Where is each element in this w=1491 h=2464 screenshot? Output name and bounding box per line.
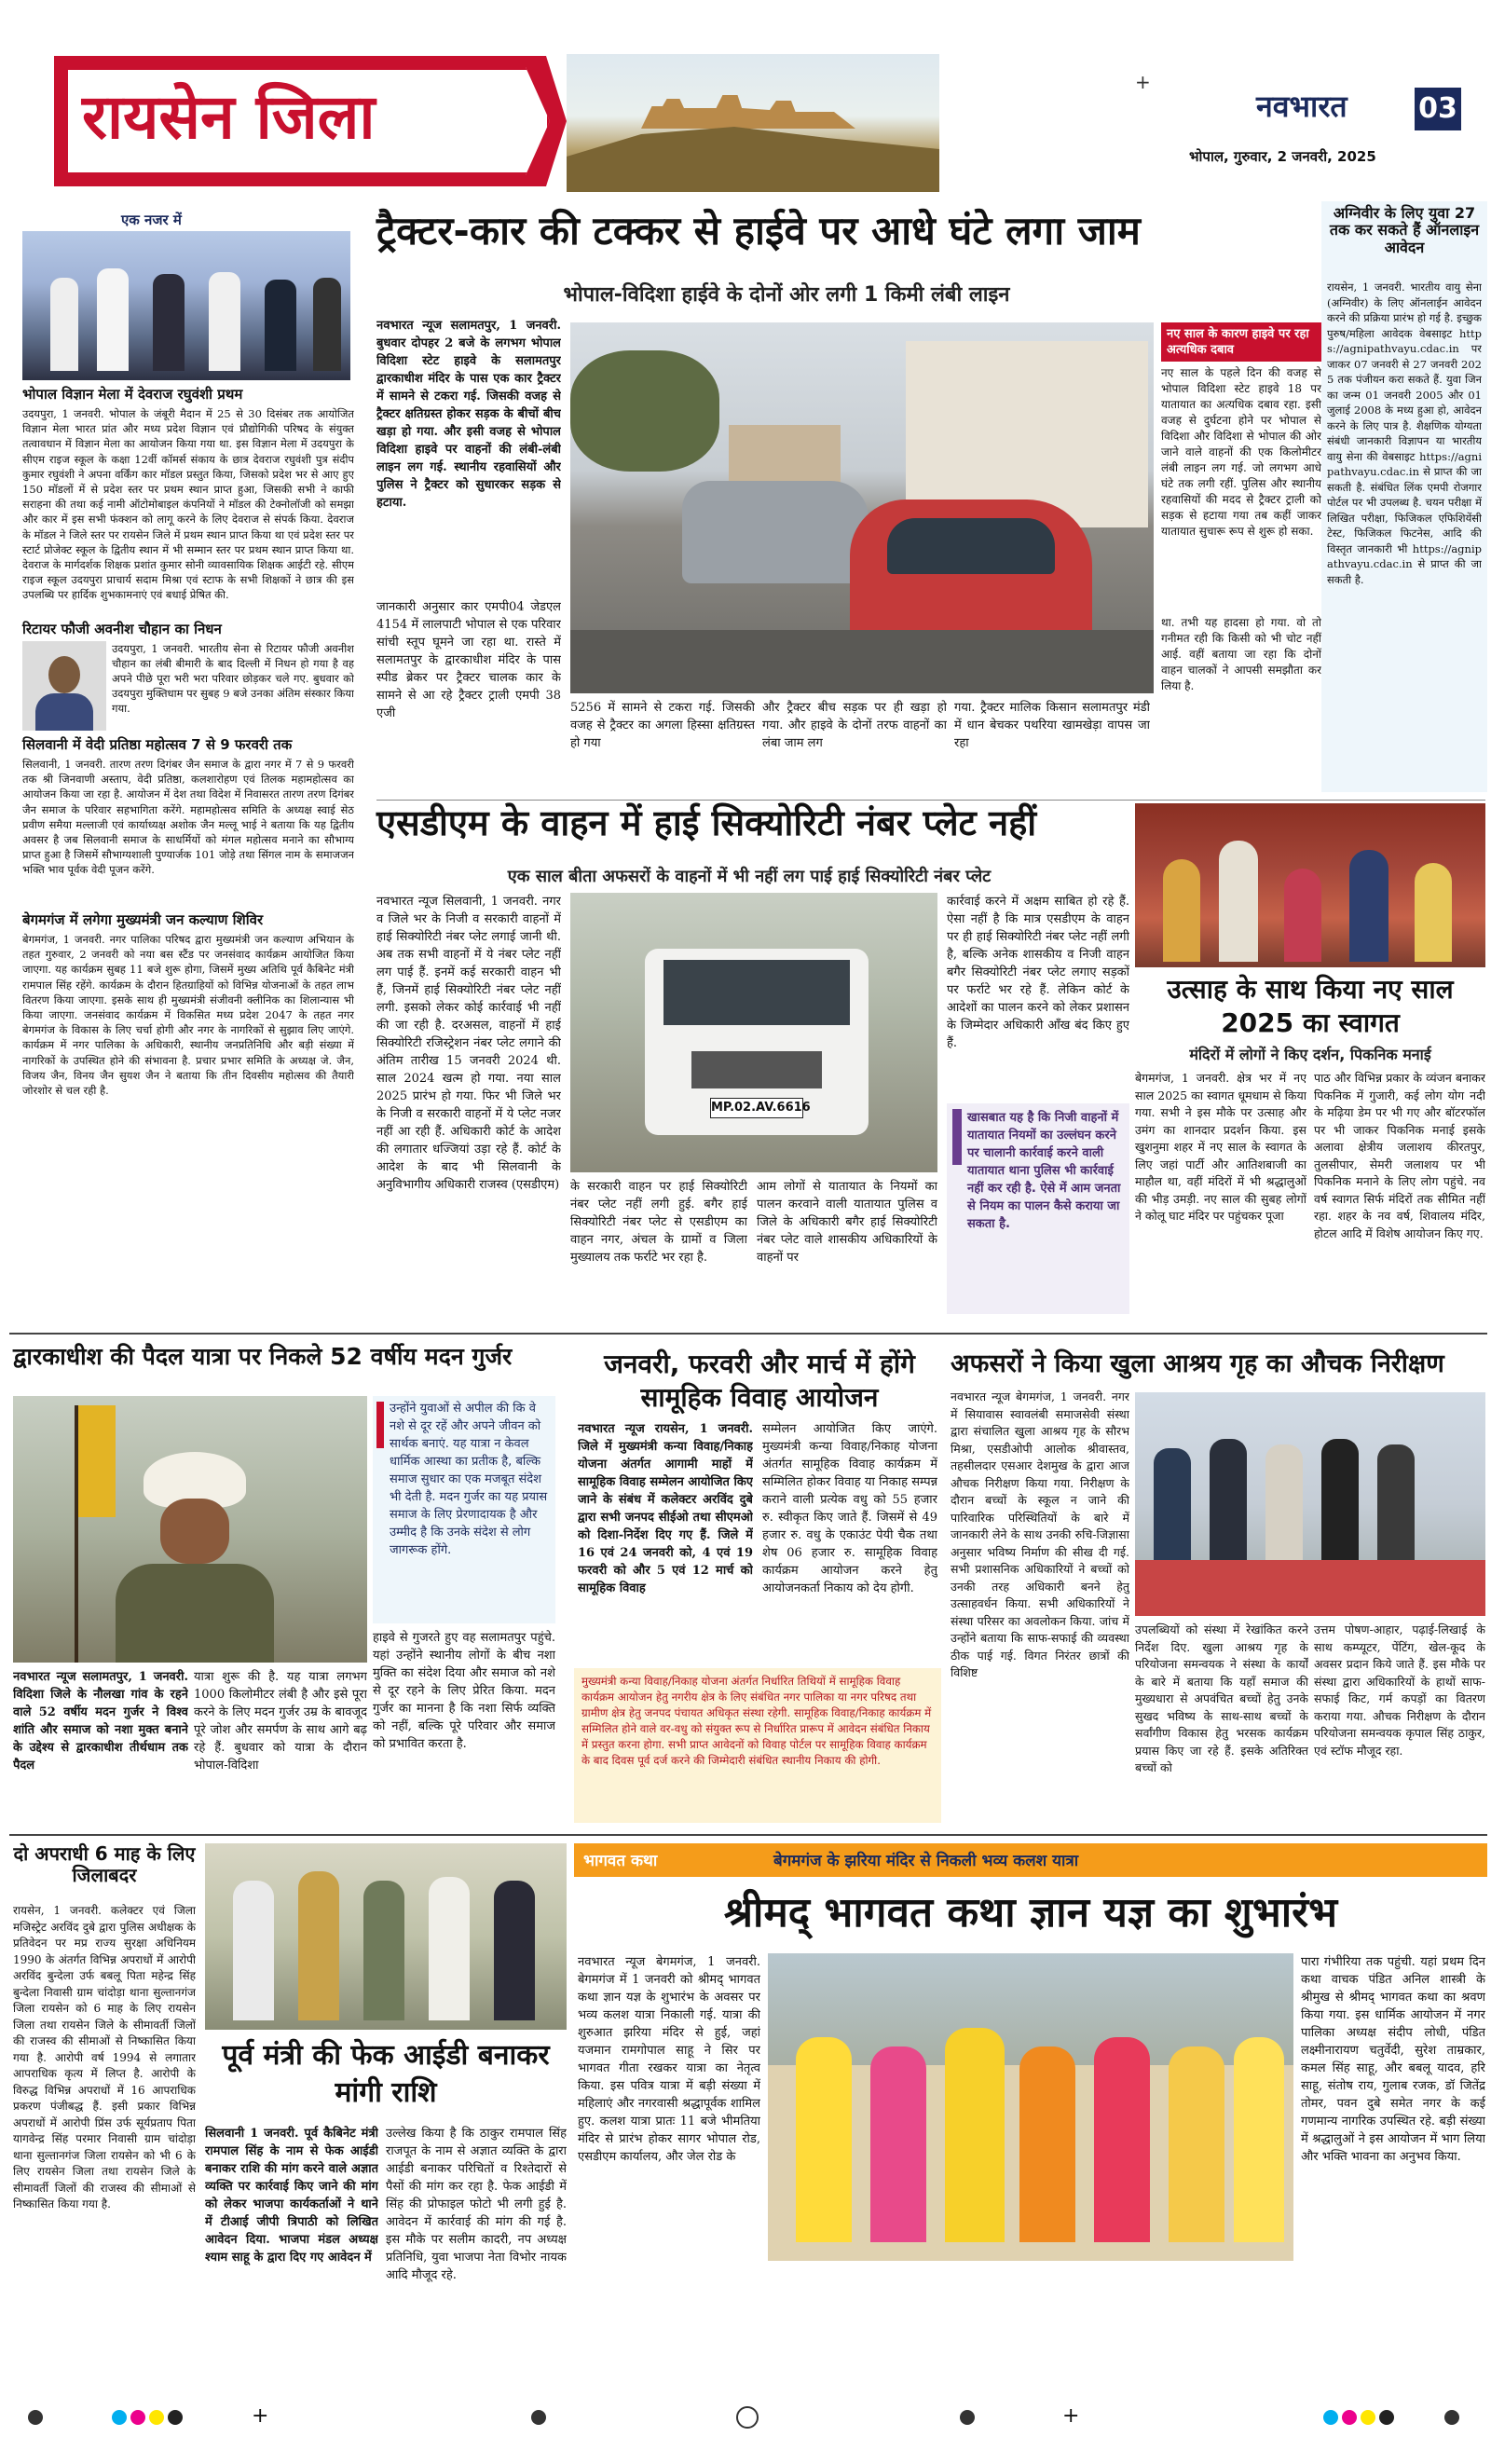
cross-mark-icon: + — [1135, 71, 1151, 93]
dwarka-col1: नवभारत न्यूज सलामतपुर, 1 जनवरी. विदिशा जिले के नौलखा गांव के रहने वाले 52 वर्षीय मदन गुर्जर ने विश्व शांति और समाज को नशा मुक्त बनाने के उद्देश्य से द्वारकाधीश तीर्थधाम तक पैदल — [13, 1670, 188, 1773]
hill — [567, 119, 939, 192]
tractor-subhead: भोपाल-विदिशा हाईवे के दोनों ओर लगी 1 किमी लंबी लाइन — [563, 283, 1010, 307]
bhagwat-ribbon — [574, 1843, 1487, 1877]
road — [570, 630, 1154, 693]
ashray-caption: उपलब्धियों को संस्था में रेखांकित करने निर्देश दिए. खुला आश्रय गृह के परियोजना समन्वयक ने संस्था के कार्यों के बारे में बताया कि यहाँ समाज की मुख्यधारा से अपवंचित बच्चों हेतु उनके सुखद भविष्य के साथ-साथ बच्चों के सर्वांगीण विकास हेतु भरसक कार्यक्रम प्रयास किए जा रहे हैं. इसके अतिरिक्त बच्चों को — [1135, 1622, 1308, 1774]
apradhi-body: रायसेन, 1 जनवरी. कलेक्टर एवं जिला मजिस्ट्रेट अरविंद दुबे द्वारा पुलिस अधीक्षक के प्रतिवेदन पर मप्र राज्य सुरक्षा अधिनियम 1990 के अंतर्गत विभिन्न अपराधों में आरोपी अरविंद बुन्देला उर्फ बबलू पिता महेन्द्र सिंह बुन्देला निवासी ग्राम चांदोड़ा थाना सुल्तानगंज जिला रायसेन को 6 माह के लिए रायसेन जिला तथा रायसेन जिले के सीमावर्ती जिलों की राजस्व की सीमाओं से निष्कासित किया गया है. आरोपी वर्ष 1994 से लगातार आपराधिक कृत्य में लिप्त है. आरोपी के विरुद्ध विभिन्न अपराधों में 16 आपराधिक प्रकरण पंजीबद्ध हैं. इसी प्रकार विभिन्न अपराधों में आरोपी प्रिंस उर्फ सूर्यप्रताप पिता यागवेन्द्र सिंह परमार निवासी ग्राम चांदोड़ा थाना सुल्तानगंज जिला रायसेन को भी 6 के लिए रायसेन जिला तथा रायसेन जिले के सीमावर्ती जिलों की राजस्व की सीमाओं से निष्कासित किया गया है. — [13, 1904, 196, 2211]
vivah-col1: नवभारत न्यूज रायसेन, 1 जनवरी. जिले में मुख्यमंत्री कन्या विवाह/निकाह योजना अंतर्गत आगामी माहों में सामूहिक विवाह सम्मेलन आयोजित किए जाने के संबंध में कलेक्टर अरविंद दुबे द्वारा सभी जनपद सीईओ तथा सीएमओ को दिशा-निर्देश दिए गए हैं. जिले में 16 एवं 24 जनवरी को, 4 एवं 19 फरवरी को और 5 एवं 12 मार्च को सामूहिक विवाह — [578, 1422, 753, 1595]
dwarka-col3: हाइवे से गुजरते हुए वह सलामतपुर पहुंचे. यहां उन्होंने स्थानीय लोगों के बीच नशा मुक्ति का संदेश दिया और समाज को नशे से दूर रहने के लिए प्रेरित किया. मदन गुर्जर का मानना है कि नशा सिर्फ व्यक्ति को नहीं, बल्कि पूरे परिवार और समाज को प्रभावित करता है. — [373, 1631, 555, 1751]
jain-fest-body: सिलवानी, 1 जनवरी. तारण तरण दिगंबर जैन समाज के द्वारा नगर में 7 से 9 फरवरी तक श्री जिनवाणी अस्ताप, वेदी प्रतिष्ठा, कलशारोहण एवं तिलक महामहोत्सव का आयोजन किया जा रहा है. आयोजन में देश तथा विदेश में निवासरत तारण तरण दिगंबर जैन समाज के परिवार सहभागिता करेंगे. महामहोत्सव समिति के अध्यक्ष स्वाई सेठ प्रवीण समैया मल्लाजी एवं कार्याध्यक्ष अशोक जैन मल्लू भाई ने बताया कि यह द्वितीय अवसर है जब सिलवानी समाज के साधर्मियों को मंगल महोत्सव मनाने का सौभाग्य प्राप्त हुआ है जिसमें सौभाग्यशाली पुण्यार्जक 101 जोड़े तथा सिंगल नाम के समाजजन भक्ति भाव पूर्वक वेदी पूजन करेंगे. — [22, 758, 354, 877]
science-fair-headline: भोपाल विज्ञान मेला में देवराज रघुवंशी प्रथम — [22, 386, 243, 403]
divider — [9, 1834, 1487, 1836]
dwarka-quote-box — [373, 1396, 555, 1623]
ashray-col1: नवभारत न्यूज बेगमगंज, 1 जनवरी. नगर में सियावास स्वावलंबी समाजसेवी संस्था द्वारा संचालित खुला आश्रय गृह के सौरभ मिश्रा, एसडीओपी आलोक श्रीवास्तव, तहसीलदार एसआर देशमुख के द्वारा आज औचक निरीक्षण किया गया. निरीक्षण के दौरान बच्चों के स्कूल न जाने की पारिवारिक परिस्थितियों के बारे में जानकारी लेने के साथ उनकी रुचि-जिज्ञासा अनुसार भविष्य निर्माण की सीख दी गई. सभी प्रशासनिक अधिकारियों ने बच्चों को उनकी तरह अधिकारी बनने हेतु उत्साहवर्धन किया. सभी अधिकारियों ने संस्था परिसर का अवलोकन किया. जांच में उन्होंने बताया कि साफ-सफाई की व्यवस्था ठीक पाई गई. विगत निरंतर छात्रों की विशिष्ट — [951, 1389, 1129, 1679]
sdm-col3: कार्रवाई करने में अक्षम साबित हो रहे हैं. ऐसा नहीं है कि मात्र एसडीएम के वाहन पर ही हाई सिक्योरिटी नंबर प्लेट नहीं लगी है, बल्कि अनेक शासकीय व निजी वाहन बगैर सिक्योरिटी नंबर प्लेट लगाए सड़कों पर फर्राटे भर रहे हैं. लेकिन कोर्ट के आदेशों का पालन करने को लेकर प्रशासन के जिम्मेदार अधिकारी आँख बंद किए हुए हैं. — [947, 895, 1129, 1050]
ek-najar-label: एक नजर में — [121, 212, 182, 228]
dwarka-headline: द्वारकाधीश की पैदल यात्रा पर निकले 52 वर्षीय मदन गुर्जर — [13, 1343, 513, 1370]
vivah-box-text: मुख्यमंत्री कन्या विवाह/निकाह योजना अंतर्गत निर्धारित तिथियों में सामूहिक विवाह कार्यक्रम आयोजन हेतु नगरीय क्षेत्र के लिए संबंधित नगर पालिका या नगर परिषद तथा ग्रामीण क्षेत्र हेतु जनपद पंचायत अधिकृत संस्था रहेगी. सामूहिक विवाह/निकाह कार्यक्रम में सम्मिलित होने वाले वर-वधु को संयुक्त रूप से निर्धारित प्रारूप में आवेदन संबंधित निकाय में प्रस्तुत करना होगा. सभी प्राप्त आवेदनों को विवाह पोर्टल पर सामूहिक विवाह कार्यक्रम के बाद दिवस पूर्व दर्ज करने की जिम्मेदारी संबंधित स्थानीय निकाय की होगी. — [581, 1675, 932, 1767]
science-fair-body: उदयपुरा, 1 जनवरी. भोपाल के जंबूरी मैदान में 25 से 30 दिसंबर तक आयोजित विज्ञान मेला भारत प्रांत और मध्य प्रदेश विज्ञान एवं प्रौद्योगिकी परिषद के संयुक्त तत्वावधान में विज्ञान मेला का आयोजन किया गया था. इस विज्ञान मेला में उदयपुरा के सीएम राइज स्कूल के कक्षा 12वीं कॉमर्स संकाय के छात्र देवराज रघुवंशी पुत्र संदीप कुमार रघुवंशी ने अपना वर्किंग कार मॉडल प्रस्तुत किया, जिसको प्रदेश भर से आए हुए 150 मॉडलों में से प्रदेश स्तर पर प्रथम स्थान प्राप्त हुआ, जिसकी सभी ने काफी सराहना की तथा कई नामी ऑटोमोबाइल कंपनियों ने मॉडल की टेक्नोलॉजी को समझा और कार में इस सभी फंक्शन को लागू करने के लिए देवराज से संपर्क किया. देवराज के मॉडल ने जिले स्तर पर रायसेन जिले में प्रथम स्थान प्राप्त किया था एवं प्रदेश स्तर पर स्टार्ट प्रोजेक्ट स्कूल के द्वितीय स्थान में भी सम्मान स्तर पर प्रथम स्थान प्राप्त किया था. देवराज के मार्गदर्शक शिक्षक प्रशांत कुमार सोनी व्यावसायिक शिक्षक आईटी रहे. सीएम राइज स्कूल उदयपुरा प्राचार्य सदाम मिश्रा एवं स्टाफ के सभी शिक्षकों ने छात्र की इस उपलब्धि पर हार्दिक शुभकामनाएं एवं बधाई प्रेषित की. — [22, 407, 354, 602]
sdm-vehicle-photo — [570, 893, 937, 1172]
bhagwat-col1: नवभारत न्यूज बेगमगंज, 1 जनवरी. बेगमगंज में 1 जनवरी को श्रीमद् भागवत कथा ज्ञान यज्ञ के शुभारंभ के अवसर पर भव्य कलश यात्रा निकाली गई. यात्रा की शुरुआत झरिया मंदिर से हुई, जहां यजमान रामगोपाल साहू ने सिर पर भागवत गीता रखकर यात्रा का नेतृत्व किया. इस पवित्र यात्रा में बड़ी संख्या में महिलाएं और नगरवासी श्रद्धापूर्वक शामिल हुए. कलश यात्रा प्रातः 11 बजे भीमतिया मंदिर से प्रारंभ होकर सागर भोपाल रोड, एसडीएम कार्यालय, और जेल रोड के — [578, 1955, 760, 2164]
bhagwat-kicker: भागवत कथा — [583, 1852, 658, 1870]
ashray-col3: उत्तम पोषण-आहार, पढ़ाई-लिखाई के साथ कम्प्यूटर, पेंटिंग, खेल-कूद के अवसर प्रदान किये जाते हैं. इस मौके पर संस्था द्वारा अधिकारियों के हाथों साफ-सफाई किट, गर्म कपड़ों का वितरण कराया गया. औचक निरीक्षण के दौरान परियोजना समन्वयक कृपाल सिंह ठाकुर, एवं स्टॉफ मौजूद रहा. — [1314, 1622, 1485, 1758]
new-year-col1: बेगमगंज, 1 जनवरी. क्षेत्र भर में नए साल 2025 का स्वागत धूमधाम से किया गया. सभी ने इस मौके पर उत्साह और उमंग का शानदार प्रदर्शन किया. इस खुशनुमा शहर में नए साल के स्वागत के लिए जहां पार्टी और आतिशबाजी का माहौल था, वहीं मंदिरों में भी श्रद्धालुओं की भीड़ उमड़ी. नए साल की सुबह लोगों ने कोलू घाट मंदिर पर पहुंचकर पूजा — [1135, 1071, 1306, 1223]
army-obit-photo — [22, 641, 106, 731]
ashray-headline: अफसरों ने किया खुला आश्रय गृह का औचक निरीक्षण — [951, 1349, 1444, 1378]
bhagwat-ribbon-text: बेगमगंज के झरिया मंदिर से निकली भव्य कलश यात्रा — [773, 1852, 1079, 1870]
traffic-jam-photo — [570, 322, 1154, 693]
sdm-headline: एसडीएम के वाहन में हाई सिक्योरिटी नंबर प्लेट नहीं — [376, 802, 1037, 843]
vivah-headline: जनवरी, फरवरी और मार्च में होंगे सामूहिक विवाह आयोजन — [604, 1348, 915, 1413]
jacket — [116, 1564, 274, 1663]
kalash-yatra-photo — [768, 1953, 1293, 2261]
bhagwat-col2: पारा गंभीरिया तक पहुंची. यहां प्रथम दिन कथा वाचक पंडित अनिल शास्त्री के श्रीमुख से श्रीमद् भागवत कथा का श्रवण किया गया. इस धार्मिक आयोजन में नगर पालिका अध्यक्ष संदीप लोधी, पंडित लक्ष्मीनारायण चतुर्वेदी, सुरेश ताम्रकार, कमल सिंह साहू, और बबलू यादव, हरि साहू, संतोष राय, गुलाब रजक, डॉ जितेंद्र तोमर, पवन दुबे समेत नगर के कई गणमान्य नागरिक उपस्थित रहे. बड़ी संख्या में श्रद्धालुओं ने इस आयोजन में भाग लिया और भक्ति भावना का अनुभव किया. — [1301, 1955, 1485, 2164]
temple-crowd-photo — [1135, 803, 1485, 967]
apradhi-headline: दो अपराधी 6 माह के लिए जिलाबदर — [13, 1842, 196, 1886]
flag — [78, 1405, 116, 1517]
tractor-headline: ट्रैक्टर-कार की टक्कर से हाईवे पर आधे घंटे लगा जाम — [376, 208, 1141, 253]
ek-najar-column — [9, 203, 363, 1349]
camp-headline: बेगमगंज में लगेगा मुख्यमंत्री जन कल्याण शिविर — [22, 911, 264, 928]
number-plate: MP.02.AV.6616 — [710, 1098, 803, 1118]
sdm-caption-1: के सरकारी वाहन पर हाई सिक्योरिटी नंबर प्लेट नहीं लगी हुई. बगैर हाई सिक्योरिटी नंबर प्लेट से एसडीएम का वाहन नगर, अंचल के ग्रामों व जिला मुख्यालय तक फर्राटे भर रहा है. — [570, 1180, 747, 1265]
sdm-subhead: एक साल बीता अफसरों के वाहनों में भी नहीं लग पाई हाई सिक्योरिटी नंबर प्लेट — [507, 867, 992, 886]
box-title: नए साल के कारण हाइवे पर रहा अत्यधिक दबाव — [1161, 322, 1321, 362]
tree — [570, 350, 719, 472]
vivah-col2: सम्मेलन आयोजित किए जाएंगे. मुख्यमंत्री कन्या विवाह/निकाह योजना अंतर्गत सामूहिक विवाह कार्यक्रम में सम्मिलित होकर विवाह या निकाह सम्पन्न कराने वाली प्रत्येक वधु को 55 हजार रु. स्वीकृत किए जाते हैं. जिसमें से 49 हजार रु. वधु के एकाउंट पेयी चैक तथा शेष 06 हजार रु. सामूहिक विवाह कार्यक्रम आयोजन करने हेतु आयोजनकर्ता निकाय को देय होगी. — [762, 1422, 937, 1595]
bjp-workers-photo — [205, 1843, 567, 2030]
bhagwat-headline: श्रीमद् भागवत कथा ज्ञान यज्ञ का शुभारंभ — [723, 1889, 1338, 1937]
suv — [682, 481, 869, 583]
jeep-grill — [691, 1051, 822, 1088]
face — [160, 1499, 229, 1564]
tractor-col1: नवभारत न्यूज सलामतपुर, 1 जनवरी. बुधवार दोपहर 2 बजे के लगभग भोपाल विदिशा स्टेट हाइवे के सलामतपुर द्वारकाधीश मंदिर के पास एक कार ट्रैक्टर में सामने से टकरा गई. जिसकी वजह से ट्रैक्टर क्षतिग्रस्त होकर सड़क के बीचों बीच खड़ा हो गया. और इसी वजह से भोपाल विदिशा हाइवे पर वाहनों की लंबी-लंबी लाइन लग गई. स्थानीय रहवासियों और पुलिस ने ट्रैक्टर को सुधारकर सड़क से हटाया. — [376, 319, 561, 510]
pilgrim-photo — [13, 1396, 367, 1663]
sdm-quote-box — [947, 1103, 1129, 1314]
jeep-windshield — [663, 960, 850, 1025]
quote-mark-icon — [952, 1109, 962, 1165]
sdm-caption-2: आम लोगों से यातायात के नियमों का पालन करवाने वाली यातायात पुलिस व जिले के अधिकारी बगैर हाई सिक्योरिटी नंबर प्लेट वाले शासकीय अधिकारियों के वाहनों पर — [757, 1180, 937, 1265]
box-body: नए साल के पहले दिन की वजह से भोपाल विदिशा स्टेट हाइवे 18 पर यातायात का अत्यधिक दबाव रहा. इसी वजह से दुर्घटना होने पर भोपाल से विदिशा और विदिशा से भोपाल की ओर जाने वाले वाहनों की एक किलोमीटर लंबी लाइन लग गई. जो लगभग आधे घंटे तक लगी रहीं. पुलिस और स्थानीय रहवासियों की मदद से ट्रैक्टर ट्राली को सड़क से हटाया गया तब कहीं जाकर यातायात सुचारू रूप से शुरू हो सका. — [1161, 366, 1321, 538]
masthead — [54, 54, 1463, 194]
agniveer-headline: अग्निवीर के लिए युवा 27 तक कर सकते हैं ऑनलाइन आवेदन — [1329, 204, 1480, 256]
science-fair-photo — [22, 231, 350, 380]
registration-bar: + + — [0, 2391, 1491, 2447]
army-obit-body: उदयपुरा, 1 जनवरी. भारतीय सेना से रिटायर फौजी अवनीश चौहान का लंबी बीमारी के बाद दिल्ली में निधन हो गया है वह अपने पीछे पूरा भरी भरा परिवार छोड़कर चले गए. बुधवार को उदयपुरा मुक्तिधाम पर सुबह 9 बजे उनका अंतिम संस्कार किया गया. — [112, 642, 354, 715]
tractor-caption-1: 5256 में सामने से टकरा गई. जिसकी वजह से ट्रैक्टर का अगला हिस्सा क्षतिग्रस्त हो गया — [570, 701, 755, 750]
tractor-caption-3: गया. ट्रैक्टर मालिक किसान सलामतपुर मंडी में धान बेचकर पथरिया खामखेड़ा वापस जा रहा — [954, 701, 1150, 750]
fort-banner-image — [567, 54, 939, 192]
dwarka-quote-text: उन्होंने युवाओं से अपील की कि वे नशे से दूर रहें और अपने जीवन को सार्थक बनाएं. यह यात्रा न केवल धार्मिक आस्था का प्रतीक है, बल्कि समाज सुधार का एक मजबूत संदेश भी देती है. मदन गुर्जर का यह प्रयास समाज के लिए प्रेरणादायक है और उम्मीद है कि उनके संदेश से लोग जागरूक होंगे. — [390, 1402, 548, 1557]
jain-fest-headline: सिलवानी में वेदी प्रतिष्ठा महोत्सव 7 से 9 फरवरी तक — [22, 736, 293, 753]
agniveer-body: रायसेन, 1 जनवरी. भारतीय वायु सेना (अग्निवीर) के लिए ऑनलाईन आवेदन करने की प्रक्रिया प्रारंभ हो गई है. इच्छुक पुरुष/महिला आवेदक वेबसाइट https://agnipathvayu.cdac.in पर जाकर 07 जनवरी से 27 जनवरी 2025 तक पंजीयन करा सकते हैं. युवा जिनका जन्म 01 जनवरी 2005 और 01 जुलाई 2008 के मध्य हुआ हो, आवेदन करने के लिए पात्र है. शैक्षणिक योग्यता संबंधी जानकारी विज्ञापन या भारतीय वायु सेना की वेबसाइट https://agnipathvayu.cdac.in से प्राप्त की जा सकती है. संबंधित लिंक एमपी रोजगार पोर्टल पर भी उपलब्ध है. चयन परीक्षा में लिखित परीक्षा, फिजिकल एफिशियेंसी टेस्ट, फिजिकल फिटनेस, आदि की विस्तृत जानकारी भी https://agnipathvayu.cdac.in से प्राप्त की जा सकती है. — [1327, 281, 1482, 586]
tractor-caption-2: और ट्रैक्टर बीच सड़क पर ही खड़ा हो गया. और हाइवे के दोनों तरफ वाहनों का लंबा जाम लग — [762, 701, 947, 750]
sdm-quote-text: खासबात यह है कि निजी वाहनों में यातायात नियमों का उल्लंघन करने पर चालानी कार्रवाई करने वाली यातायात थाना पुलिस भी कार्रवाई नहीं कर रही है. ऐसे में आम जनता से नियम का पालन कैसे कराया जा सकता है. — [967, 1111, 1121, 1231]
fort-wall — [641, 91, 855, 129]
tractor-tail: था. तभी यह हादसा हो गया. वो तो गनीमत रही कि किसी को भी चोट नहीं आई. वहीं बताया जा रहा कि दोनों वाहन चालकों ने आपसी समझौता कर लिया है. — [1161, 616, 1321, 692]
paper-name: नवभारत — [1256, 89, 1347, 124]
new-year-headline: उत्साह के साथ किया नए साल 2025 का स्वागत — [1167, 974, 1454, 1038]
sdm-col1: नवभारत न्यूज सिलवानी, 1 जनवरी. नगर व जिले भर के निजी व सरकारी वाहनों में हाई सिक्योरिटी नंबर प्लेट लगाई जानी थी. अब तक सभी वाहनों में ये नंबर प्लेट नहीं लग पाई हैं. इनमें कई सरकारी वाहन भी हैं, जिनमें हाई सिक्योरिटी नंबर प्लेट नहीं लगी. इसको लेकर कोई कार्रवाई भी नहीं की जा रही है. दरअसल, वाहनों में हाई सिक्योरिटी रजिस्ट्रेशन नंबर प्लेट लगाने की अंतिम तारीख 15 जनवरी 2024 थी. साल 2024 खत्म हो गया. नया साल 2025 प्रारंभ हो गया. फिर भी जिले भर के निजी व सरकारी वाहनों में ये प्लेट नजर नहीं आ रही हैं. अधिकारी कोर्ट के आदेश की लगातार धज्जियां उड़ा रहे हैं. कोर्ट के आदेश के बाद भी सिलवानी के अनुविभागीय अधिकारी राजस्व (एसडीएम) — [376, 895, 561, 1192]
dateline: भोपाल, गुरुवार, 2 जनवरी, 2025 — [1189, 148, 1376, 165]
section-title: रायसेन जिला — [82, 81, 376, 153]
divider — [9, 1333, 1487, 1335]
vivah-info-box — [574, 1668, 941, 1823]
shelter-home-photo — [1135, 1392, 1485, 1616]
army-obit-headline: रिटायर फौजी अवनीश चौहान का निधन — [22, 621, 222, 637]
camp-body: बेगमगंज, 1 जनवरी. नगर पालिका परिषद द्वारा मुख्यमंत्री जन कल्याण अभियान के तहत गुरुवार, 2 जनवरी को नया बस स्टैंड पर जनसंवाद कार्यक्रम आयोजित किया जाएगा. यह कार्यक्रम सुबह 11 बजे शुरू होगा, जिसमें मुख्य अतिथि पूर्व कैबिनेट मंत्री रामपाल सिंह रहेंगे. कार्यक्रम के दौरान हितग्राहियों को विभिन्न योजनाओं के तहत लाभ वितरण किया जाएगा. इसके साथ ही मुख्यमंत्री संजीवनी क्लीनिक का शिलान्यास भी किया जाएगा. जनसंवाद कार्यक्रम में विकसित मध्य प्रदेश 2047 के तहत नगर बेगमगंज के विकास के लिए चर्चा होगी और नगर के नागरिकों से सुझाव लिए जाएंगे. कार्यक्रम में नगर पालिका के अधिकारी, स्थानीय जनप्रतिनिधि और बड़ी संख्या में नागरिकों के उपस्थित होने की संभावना है. प्रचार प्रभार समिति के अध्यक्ष जे. जैन, विजय जैन, विनय जैन सुयश जैन ने बताया कि तीन दिवसीय महोत्सव की तैयारी जोरशोर से चल रही है. — [22, 933, 354, 1098]
new-year-subhead: मंदिरों में लोगों ने किए दर्शन, पिकनिक मनाई — [1189, 1046, 1431, 1063]
fake-id-col1: सिलवानी 1 जनवरी. पूर्व कैबिनेट मंत्री रामपाल सिंह के नाम से फेक आईडी बनाकर राशि की मांग करने वाले अज्ञात व्यक्ति पर कार्रवाई किए जाने की मांग को लेकर भाजपा कार्यकर्ताओं ने थाने में टीआई जीपी त्रिपाठी को लिखित आवेदन दिया. भाजपा मंडल अध्यक्ष श्याम साहू के द्वारा दिए गए आवेदन में — [205, 2127, 378, 2265]
new-year-col2: पाठ और विभिन्न प्रकार के व्यंजन बनाकर पिकनिक में गुजारी, कई लोग योग नदी के मढ़िया डेम पर भी गए और बॉटरफॉल पर भी जाकर पिकनिक मनाई इसके अलावा क्षेत्रीय जलाशय कीरतपुर, तुलसीपार, सेमरी जलाशय पर भी पिकनिक मनाने के लिए लोग पहुंचे. नव वर्ष स्वागत सिर्फ मंदिरों तक सीमित नहीं रहा. शहर के नव वर्ष, शिवालय मंदिर, होटल आदि में विशेष आयोजन किए गए. — [1314, 1071, 1485, 1240]
fake-id-col2: उल्लेख किया है कि ठाकुर रामपाल सिंह राजपूत के नाम से अज्ञात व्यक्ति के द्वारा आईडी बनाकर परिचितों व रिश्तेदारों से पैसों की मांग कर रहा है. फेक आईडी में सिंह की प्रोफाइल फोटो भी लगी हुई है. आवेदन में कार्रवाई की मांग की गई है. इस मौके पर सलीम कादरी, नप अध्यक्ष प्रतिनिधि, युवा भाजपा नेता विभोर नायक आदि मौजूद रहे. — [386, 2127, 567, 2282]
quote-mark-icon — [376, 1402, 384, 1448]
highway-pressure-box — [1161, 322, 1321, 611]
dwarka-col2: यात्रा शुरू की है. यह यात्रा लगभग 1000 किलोमीटर लंबी है और इसे पूरा करने के लिए मदन गुर्जर उम्र के बावजूद पूरे जोश और समर्पण के साथ आगे बढ़ रहे हैं. बुधवार को यात्रा के दौरान भोपाल-विदिशा — [194, 1670, 367, 1773]
divider — [376, 800, 1485, 801]
page-number: 03 — [1415, 88, 1461, 130]
fake-id-headline: पूर्व मंत्री की फेक आईडी बनाकर मांगी राशि — [222, 2039, 550, 2109]
flag-pole — [75, 1405, 78, 1663]
red-car-windshield — [887, 518, 1055, 574]
tractor-col1b: जानकारी अनुसार कार एमपी04 जेडएल 4154 में लालपाटी भोपाल से एक परिवार सांची स्तूप घूमने जा रहा था. रास्ते में सलामतपुर के द्वारकाधीश मंदिर के पास स्पीड ब्रेकर पर ट्रैक्टर चालक कार के सामने से आ रहे ट्रैक्टर ट्राली एमपी 38 एजी — [376, 600, 561, 720]
